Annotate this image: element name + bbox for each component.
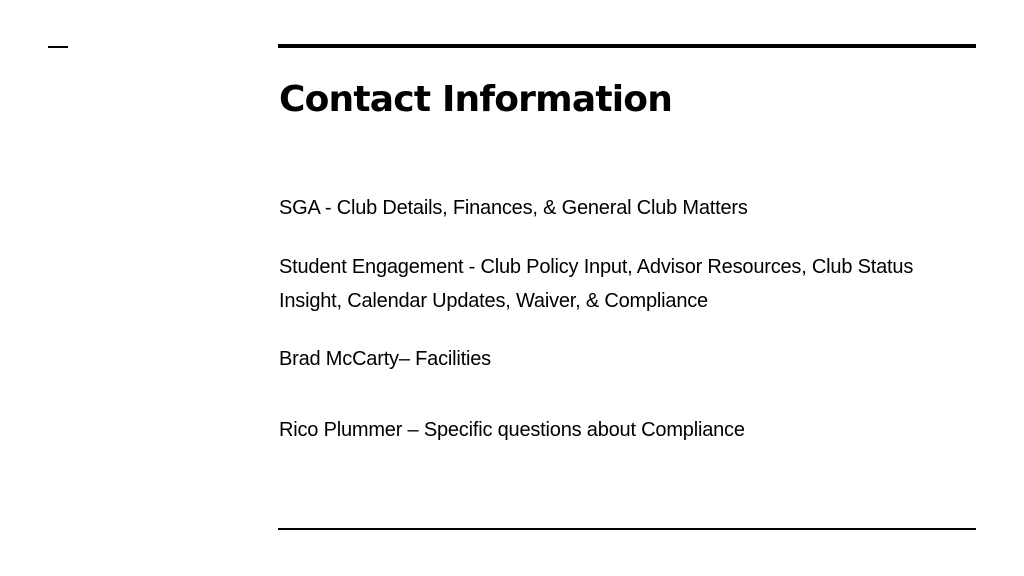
corner-dash xyxy=(48,46,68,48)
contact-line-sga: SGA - Club Details, Finances, & General Club Matters xyxy=(279,197,748,219)
top-divider xyxy=(278,44,976,48)
contact-line-student-engagement: Student Engagement - Club Policy Input, Advisor Resources, Club Status Insight, Calendar Updates, Waiver, & Compliance xyxy=(279,256,914,312)
contact-line-rico-plummer: Rico Plummer – Specific questions about Compliance xyxy=(279,419,745,441)
contact-line-brad-mccarty: Brad McCarty– Facilities xyxy=(279,348,491,370)
slide-title: Contact Information xyxy=(279,79,673,120)
bottom-divider xyxy=(278,528,976,530)
